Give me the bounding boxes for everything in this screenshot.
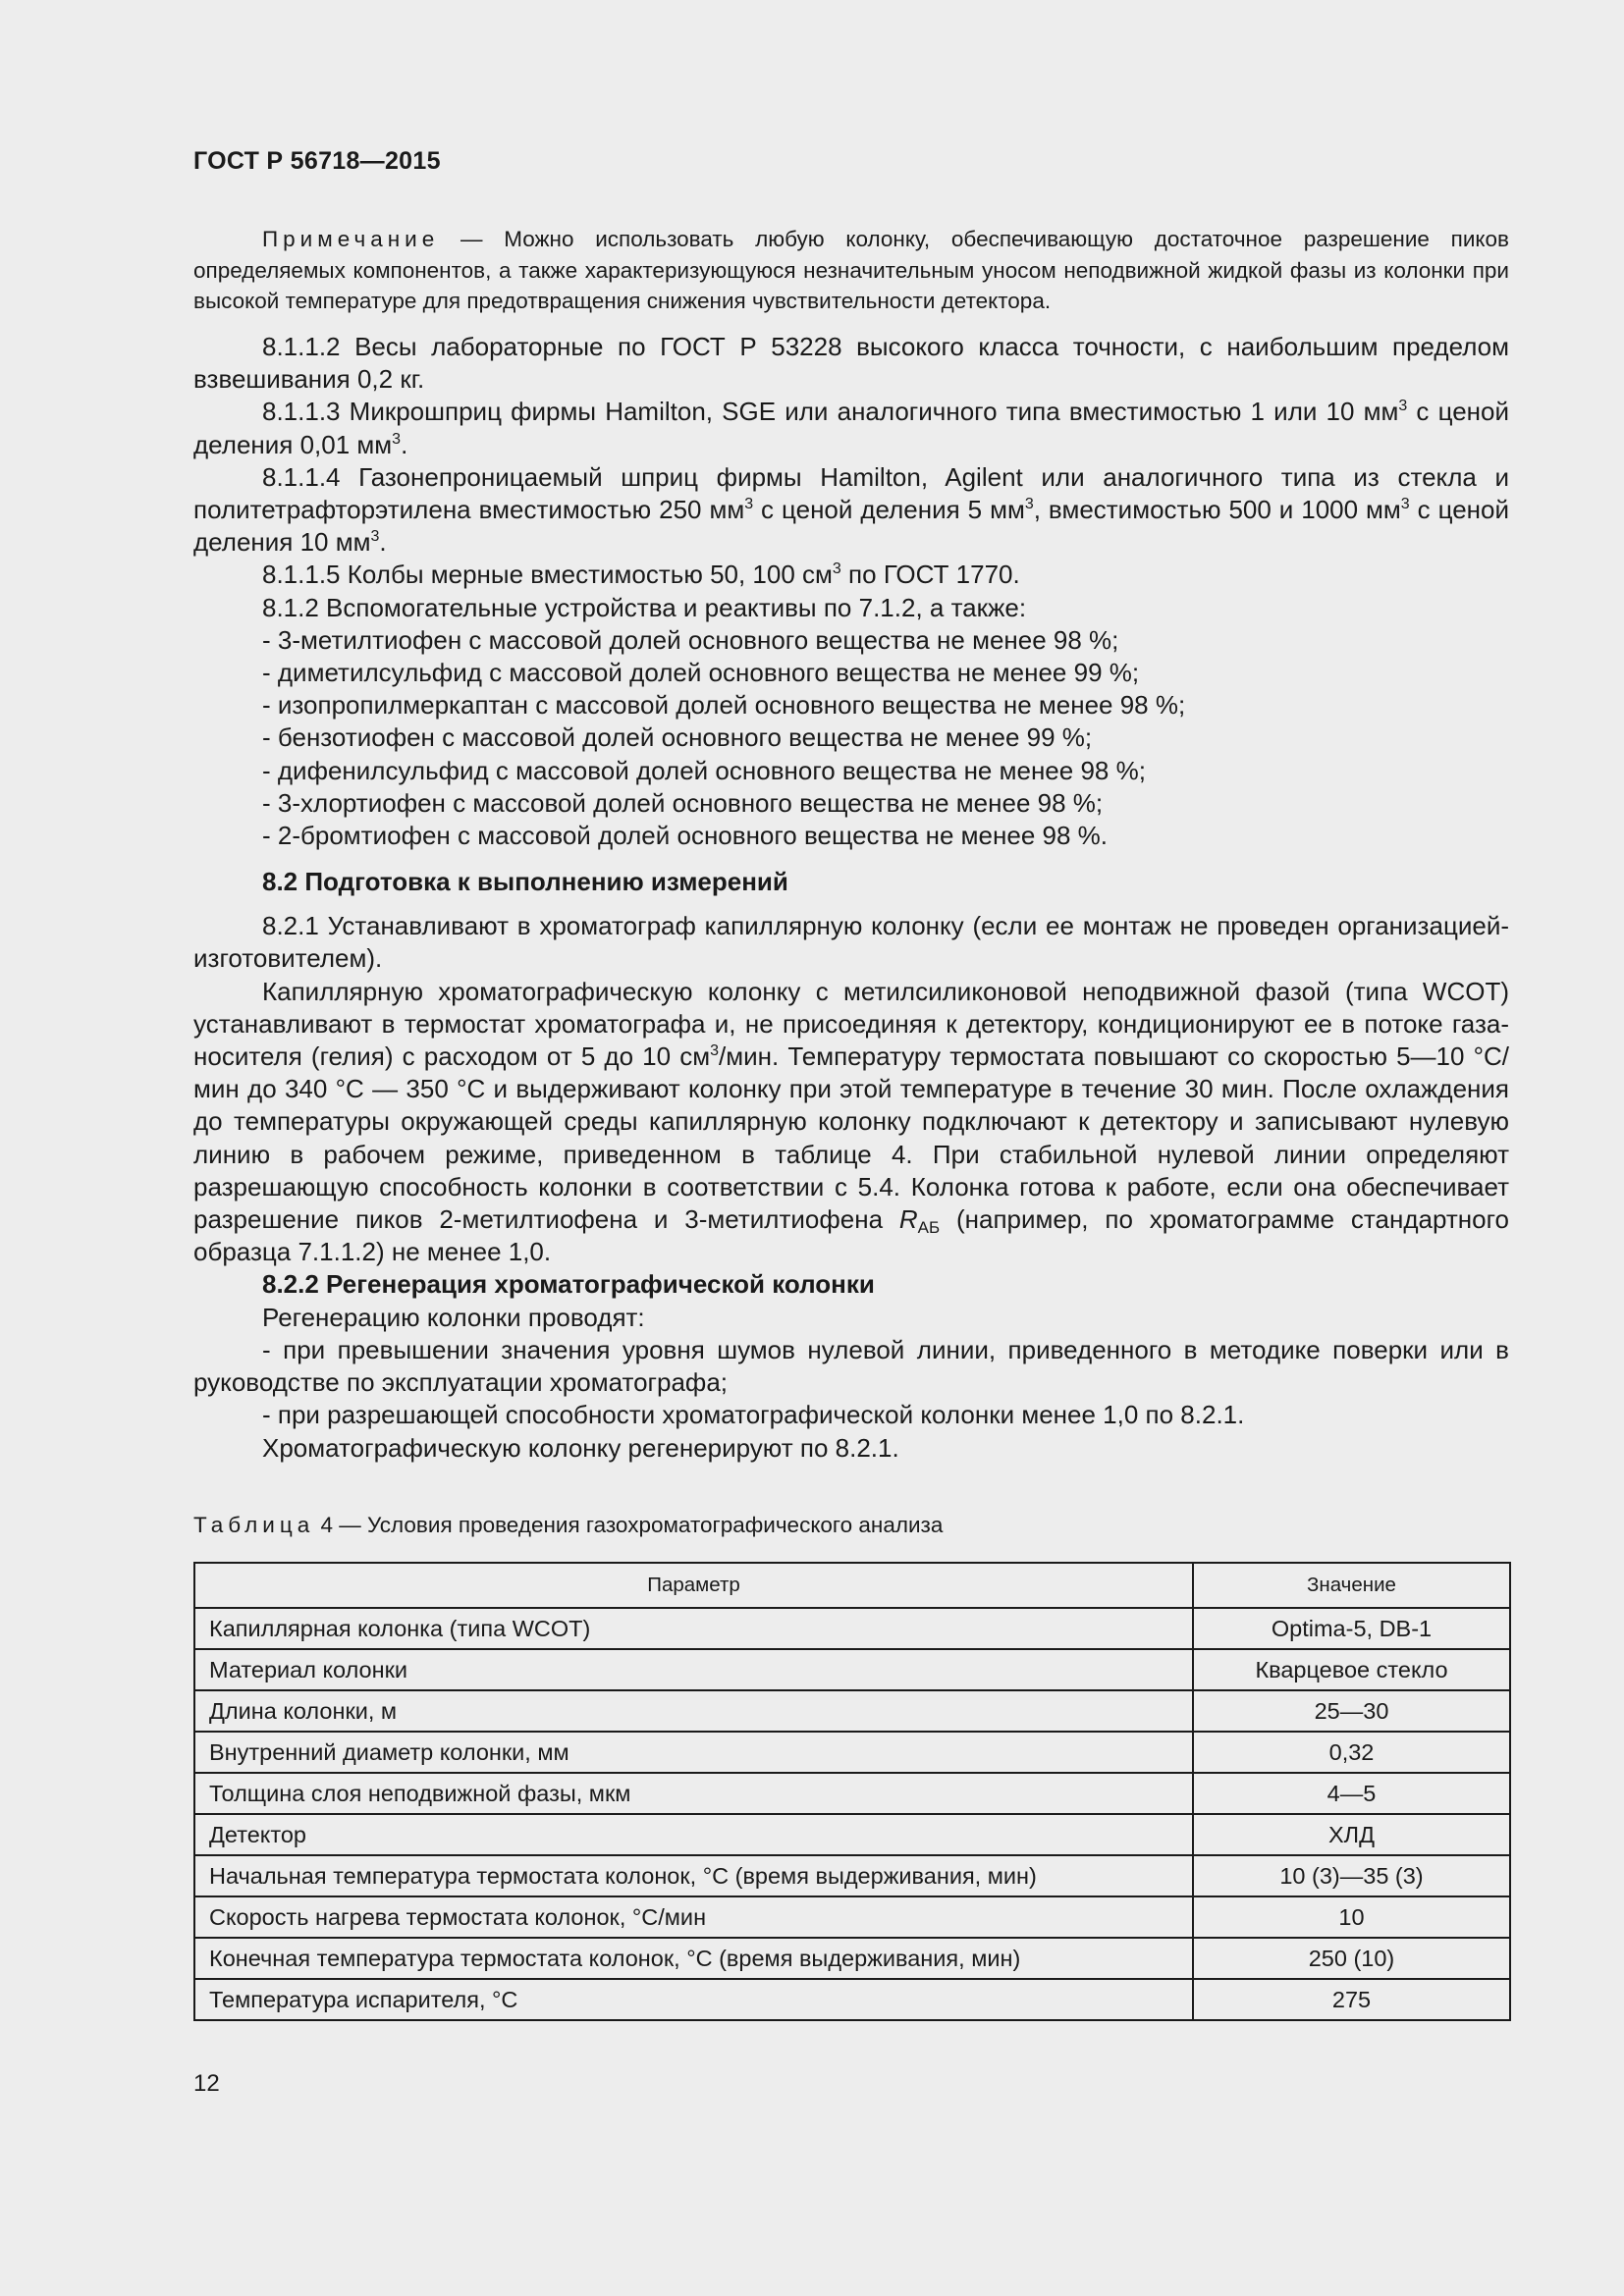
- column-header-parameter: Параметр: [194, 1563, 1193, 1608]
- param-cell: Внутренний диаметр колонки, мм: [194, 1732, 1193, 1773]
- column-paragraph-text-2: /мин. Температуру термостата повышают со скоростью 5—10 °С/мин до 340 °С — 350 °С и выдерживают колонку при этой температуре в течение 30 мин. После охлаждения до температуры окружающей среды капиллярную колонку подключают к детектору и записывают нулевую линию в рабочем режиме, приведенном в таблице 4. При стабильной нулевой линии определяют разрешающую способность колонки в соответствии с 5.4. Колонка готова к работе, если она обеспечивает разрешение пиков 2-метилтиофена и 3-метилтиофена: [193, 1041, 1509, 1235]
- superscript: 3: [392, 430, 402, 448]
- table-row: [194, 1814, 1510, 1855]
- param-cell: Начальная температура термостата колонок, °С (время выдерживания, мин): [194, 1855, 1193, 1896]
- column-header-value: Значение: [1193, 1563, 1510, 1608]
- value-cell: 10: [1193, 1896, 1510, 1938]
- table-row: [194, 1649, 1510, 1690]
- clause-8-1-1-4-text: 8.1.1.4 Газонепроницаемый шприц фирмы Hamilton, Agilent или аналогичного типа из стекла и политетрафторэтилена вместимостью 250 мм: [193, 461, 1509, 525]
- clause-8-1-1-4-end: .: [379, 527, 387, 558]
- table-header-row: [194, 1563, 1510, 1608]
- param-cell: Конечная температура термостата колонок, °С (время выдерживания, мин): [194, 1938, 1193, 1979]
- value-cell: 25—30: [1193, 1690, 1510, 1732]
- value-cell: Кварцевое стекло: [1193, 1649, 1510, 1690]
- note-label: Примечание: [262, 227, 440, 251]
- param-cell: Скорость нагрева термостата колонок, °С/мин: [194, 1896, 1193, 1938]
- superscript: 3: [710, 1042, 720, 1060]
- clause-8-1-1-4-text-4: с ценой деления 10 мм: [193, 495, 1510, 558]
- table-row: [194, 1608, 1510, 1649]
- note-paragraph: [193, 224, 1509, 317]
- clause-8-1-2: 8.1.2 Вспомогательные устройства и реактивы по 7.1.2, а также:: [262, 592, 1027, 622]
- note-text: Можно использовать любую колонку, обеспечивающую достаточное разрешение пиков определяемых компонентов, а также характеризующуюся незначительным уносом неподвижной жидкой фазы из колонки при высокой температуре для предотвращения снижения чувствительности детектора.: [193, 227, 1509, 313]
- reagent-list-item: - бензотиофен с массовой долей основного вещества не менее 99 %;: [262, 722, 1093, 753]
- note-dash: —: [439, 227, 505, 251]
- clause-8-1-1-2: 8.1.1.2 Весы лабораторные по ГОСТ Р 53228 высокого класса точности, с наибольшим пределом взвешивания 0,2 кг.: [193, 332, 1509, 395]
- clause-8-1-1-3-text: 8.1.1.3 Микрошприц фирмы Hamilton, SGE или аналогичного типа вместимостью 1 или 10 мм: [262, 397, 1399, 427]
- clause-8-1-1-4-text-3: , вместимостью 500 и 1000 мм: [1033, 495, 1401, 525]
- value-cell: Optima-5, DB-1: [1193, 1608, 1510, 1649]
- superscript: 3: [1398, 398, 1408, 415]
- value-cell: 275: [1193, 1979, 1510, 2020]
- clause-8-1-1-3: [193, 396, 1509, 460]
- table-row: [194, 1896, 1510, 1938]
- section-heading-8-2: 8.2 Подготовка к выполнению измерений: [262, 867, 788, 897]
- regeneration-condition: - при превышении значения уровня шумов нулевой линии, приведенного в методике поверки или в руководстве по эксплуатации хроматографа;: [193, 1334, 1509, 1398]
- superscript: 3: [832, 561, 841, 578]
- regeneration-condition: - при разрешающей способности хроматографической колонки менее 1,0 по 8.2.1.: [262, 1400, 1245, 1430]
- superscript: 3: [1400, 496, 1410, 513]
- param-cell: Материал колонки: [194, 1649, 1193, 1690]
- clause-8-1-1-3-text-2: с ценой деления 0,01 мм: [193, 397, 1509, 459]
- column-paragraph-text: Капиллярную хроматографическую колонку с метилсиликоновой неподвижной фазой (типа WCOT) устанавливают в термостат хроматографа и, не присоединяя к детектору, кондиционируют ее в потоке газа-носителя (гелия) с расходом от 5 до 10 см: [193, 976, 1509, 1072]
- reagent-list-item: - изопропилмеркаптан с массовой долей основного вещества не менее 98 %;: [262, 690, 1186, 721]
- clause-8-1-1-3-end: .: [401, 429, 408, 459]
- column-conditioning-paragraph: [193, 976, 1509, 1269]
- table-caption: [193, 1513, 943, 1538]
- table-row: [194, 1855, 1510, 1896]
- table-row: [194, 1979, 1510, 2020]
- value-cell: 4—5: [1193, 1773, 1510, 1814]
- clause-heading-8-2-2: 8.2.2 Регенерация хроматографической колонки: [262, 1269, 875, 1300]
- table-row: [194, 1732, 1510, 1773]
- reagent-list-item: - 3-хлортиофен с массовой долей основного вещества не менее 98 %;: [262, 787, 1104, 818]
- regeneration-intro: Регенерацию колонки проводят:: [262, 1302, 645, 1332]
- page-number: 12: [193, 2070, 220, 2097]
- superscript: 3: [744, 496, 754, 513]
- value-cell: 10 (3)—35 (3): [1193, 1855, 1510, 1896]
- clause-8-1-1-5-end: по ГОСТ 1770.: [840, 560, 1020, 590]
- table-row: [194, 1938, 1510, 1979]
- clause-8-1-1-5-text: 8.1.1.5 Колбы мерные вместимостью 50, 100 см: [262, 560, 833, 590]
- reagent-list-item: - 3-метилтиофен с массовой долей основного вещества не менее 98 %;: [262, 624, 1119, 655]
- regeneration-reference: Хроматографическую колонку регенерируют по 8.2.1.: [262, 1432, 899, 1463]
- clause-8-1-1-5: [193, 559, 1509, 591]
- param-cell: Детектор: [194, 1814, 1193, 1855]
- body-text: [193, 331, 1509, 1465]
- table-caption-text: 4 — Условия проведения газохроматографического анализа: [314, 1513, 944, 1537]
- table-row: [194, 1773, 1510, 1814]
- clause-8-2-1: 8.2.1 Устанавливают в хроматограф капиллярную колонку (если ее монтаж не проведен организацией-изготовителем).: [193, 911, 1509, 974]
- reagent-list-item: - дифенилсульфид с массовой долей основного вещества не менее 98 %;: [262, 755, 1146, 785]
- clause-8-1-1-4-text-2: с ценой деления 5 мм: [753, 495, 1025, 525]
- resolution-symbol: R: [898, 1204, 918, 1235]
- column-paragraph-end: (например, по хроматограмме стандартного образца 7.1.1.2) не менее 1,0.: [193, 1204, 1509, 1267]
- superscript: 3: [1024, 496, 1034, 513]
- param-cell: Капиллярная колонка (типа WCOT): [194, 1608, 1193, 1649]
- clause-8-1-1-4: [193, 461, 1509, 560]
- analysis-conditions-table: [193, 1562, 1511, 2021]
- standard-header: ГОСТ Р 56718—2015: [193, 147, 441, 175]
- table-row: [194, 1690, 1510, 1732]
- reagent-list-item: - диметилсульфид с массовой долей основного вещества не менее 99 %;: [262, 658, 1140, 688]
- reagent-list-item: - 2-бромтиофен с массовой долей основного вещества не менее 98 %.: [262, 821, 1109, 851]
- param-cell: Толщина слоя неподвижной фазы, мкм: [194, 1773, 1193, 1814]
- value-cell: 250 (10): [1193, 1938, 1510, 1979]
- param-cell: Длина колонки, м: [194, 1690, 1193, 1732]
- param-cell: Температура испарителя, °С: [194, 1979, 1193, 2020]
- resolution-subscript: АБ: [917, 1218, 941, 1238]
- value-cell: 0,32: [1193, 1732, 1510, 1773]
- table-caption-label: Таблица: [193, 1513, 315, 1537]
- value-cell: ХЛД: [1193, 1814, 1510, 1855]
- superscript: 3: [370, 528, 380, 546]
